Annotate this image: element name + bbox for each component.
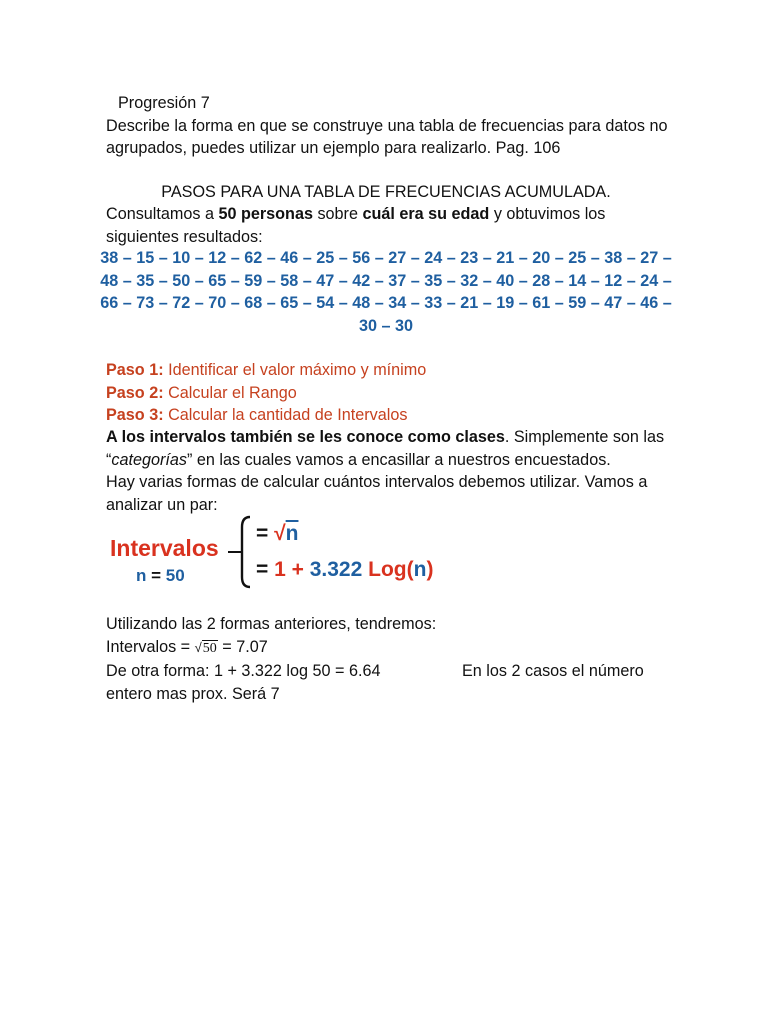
formula-row2-coef: 3.322 bbox=[309, 558, 369, 581]
explanation-paragraph bbox=[106, 426, 666, 516]
brace-bracket bbox=[242, 517, 250, 587]
data-line-1: 38 – 15 – 10 – 12 – 62 – 46 – 25 – 56 – 27 – 24 – 23 – 21 – 20 – 25 – 38 – 27 – bbox=[100, 249, 672, 267]
explanation-line-3: Hay varias formas de calcular cuántos intervalos debemos utilizar. Vamos a bbox=[106, 473, 648, 491]
explanation-italic: categorías bbox=[111, 450, 187, 469]
intro-line-2: siguientes resultados: bbox=[106, 227, 263, 246]
intervalos-prefix: Intervalos = bbox=[106, 637, 195, 656]
step-3-text: Calcular la cantidad de Intervalos bbox=[163, 406, 408, 424]
results-final: entero mas prox. Será 7 bbox=[106, 684, 280, 703]
formula-row-log bbox=[256, 559, 433, 582]
data-line-2: 48 – 35 – 50 – 65 – 59 – 58 – 47 – 42 – 37 – 35 – 32 – 40 – 28 – 14 – 12 – 24 – bbox=[100, 271, 672, 290]
step-3 bbox=[106, 404, 666, 427]
explanation-rest-1: . Simplemente son las bbox=[504, 428, 665, 446]
step-1-text: Identificar el valor máximo y mínimo bbox=[163, 361, 427, 379]
formula-row2-eq: = bbox=[256, 558, 275, 581]
formula-n-eq: = bbox=[146, 566, 166, 585]
data-line-3: 66 – 73 – 72 – 70 – 68 – 65 – 54 – 48 – 34 – 33 – 21 – 19 – 61 – 59 – 47 – 46 – bbox=[100, 294, 672, 312]
intro-bold-people: 50 personas bbox=[218, 205, 313, 223]
question-line-1: Describe la forma en que se construye una tabla de frecuencias para datos no bbox=[106, 116, 668, 135]
step-2-text: Calcular el Rango bbox=[163, 383, 297, 402]
data-line-4: 30 – 30 bbox=[358, 316, 413, 335]
inline-sqrt-value: 50 bbox=[202, 640, 217, 656]
formula-row2-n: n bbox=[413, 558, 427, 581]
formula-intervalos-label: Intervalos bbox=[110, 535, 219, 561]
results-otra-forma bbox=[106, 660, 686, 683]
steps-list bbox=[106, 359, 666, 427]
casos-text: En los 2 casos el número bbox=[462, 662, 644, 680]
intervals-formula-figure bbox=[108, 515, 458, 590]
step-2 bbox=[106, 382, 666, 405]
intro-text-3: y obtuvimos los bbox=[489, 205, 606, 223]
inline-sqrt-icon: √ bbox=[194, 639, 202, 655]
formula-row1-eq: = bbox=[256, 522, 275, 545]
formula-row2-log: Log( bbox=[368, 558, 414, 581]
results-line-1: Utilizando las 2 formas anteriores, tendremos: bbox=[106, 615, 437, 633]
section-title: PASOS PARA UNA TABLA DE FRECUENCIAS ACUMULADA. bbox=[161, 183, 611, 201]
intervalos-suffix: = 7.07 bbox=[217, 637, 268, 656]
explanation-rest-2: en las cuales vamos a encasillar a nuestros encuestados. bbox=[192, 450, 611, 469]
formula-row1-n: n bbox=[285, 522, 299, 545]
intro-text-1: Consultamos a bbox=[106, 205, 219, 223]
intro-line-1 bbox=[106, 203, 666, 226]
formula-n-symbol: n bbox=[136, 566, 147, 585]
results-intervalos bbox=[106, 636, 686, 661]
question-line-2: agrupados, puedes utilizar un ejemplo para realizarlo. Pag. 106 bbox=[106, 139, 561, 157]
intro-text-2: sobre bbox=[312, 205, 363, 223]
formula-row2-close: ) bbox=[426, 558, 434, 581]
progression-title: Progresión 7 bbox=[118, 94, 210, 112]
results-paragraph bbox=[106, 613, 686, 705]
formula-row2-plus: + bbox=[285, 558, 310, 581]
formula-n-value: 50 bbox=[165, 566, 185, 585]
step-1-label: Paso 1: bbox=[106, 361, 164, 379]
formula-row-sqrt bbox=[256, 523, 298, 546]
step-1 bbox=[106, 359, 666, 382]
data-values bbox=[100, 247, 672, 337]
intro-paragraph bbox=[106, 203, 666, 248]
sqrt-icon: √ bbox=[274, 522, 286, 545]
explanation-line-1 bbox=[106, 426, 666, 449]
step-2-label: Paso 2: bbox=[106, 383, 164, 402]
otra-forma-text: De otra forma: 1 + 3.322 log 50 = 6.64 bbox=[106, 662, 381, 680]
explanation-line-2 bbox=[106, 449, 666, 472]
inline-sqrt bbox=[195, 636, 218, 661]
explanation-line-4: analizar un par: bbox=[106, 495, 218, 514]
step-3-label: Paso 3: bbox=[106, 406, 164, 424]
quote-open: “ bbox=[106, 450, 112, 469]
quote-close: ” bbox=[186, 450, 193, 469]
formula-row2-one: 1 bbox=[274, 558, 286, 581]
header bbox=[106, 92, 666, 160]
intro-bold-age: cuál era su edad bbox=[362, 205, 490, 223]
explanation-bold: A los intervalos también se les conoce como clases bbox=[106, 428, 505, 446]
